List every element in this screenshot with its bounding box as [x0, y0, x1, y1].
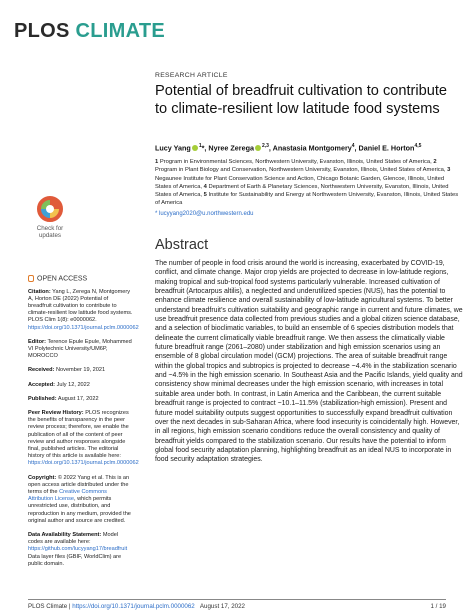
page-number: 1 / 19 — [430, 603, 446, 610]
journal-name-part2: CLIMATE — [75, 20, 166, 42]
citation-text: Yang L, Zerega N, Montgomery A, Horton DE (2022) Potential of breadfruit cultivation to contribute to climate-resilient low latitude food systems. PLOS Clim 1(8): e0000062. — [28, 288, 133, 324]
data-availability-label: Data Availability Statement: — [28, 532, 102, 539]
data-availability-text: Model codes are available here: — [28, 532, 119, 546]
check-updates-line1: Check for — [36, 225, 64, 232]
editor-block — [28, 339, 133, 361]
check-for-updates-label — [32, 225, 68, 239]
check-updates-line2: updates — [38, 232, 62, 239]
author-affil-ref: 4,5 — [414, 143, 422, 149]
received-block — [28, 367, 133, 374]
editor-label: Editor: — [28, 338, 47, 345]
journal-logo — [14, 20, 165, 43]
page-footer — [28, 603, 245, 610]
open-access-label: OPEN ACCESS — [37, 275, 88, 283]
peer-review-link[interactable]: https://doi.org/10.1371/journal.pclm.0000062 — [28, 460, 139, 467]
article-metadata-sidebar — [28, 275, 139, 575]
copyright-text: © 2022 Yang et al. This is an open access article distributed under the terms of the — [28, 474, 130, 496]
footer-divider — [28, 599, 446, 600]
published-label: Published: — [28, 395, 57, 402]
accepted-label: Accepted: — [28, 381, 56, 388]
copyright-block — [28, 475, 133, 525]
affil-text: Program in Environmental Sciences, Northwestern University, Evanston, Illinois, United States of America, — [159, 159, 432, 165]
peer-review-text: PLOS recognizes the benefits of transparency in the peer review process; therefore, we enable the publication of all of the content of peer review and author responses alongside final, published articles. The editorial history of this article is available here: — [28, 409, 129, 460]
citation-label: Citation: — [28, 288, 51, 295]
author-affil-ref: 1 — [198, 143, 202, 149]
journal-name-part1: PLOS — [14, 20, 76, 42]
affil-number: 5 — [203, 192, 207, 199]
received-label: Received: — [28, 367, 55, 374]
license-link[interactable]: Creative Commons Attribution License — [28, 489, 107, 503]
author-affil-ref: 2,3 — [261, 143, 269, 149]
author-list: Lucy Yang $^1$*, Nyree Zerega $^{2,3}$, Anastasia Montgomery$^4$, Daniel E. Horton$^{4,5}$ — [155, 143, 422, 153]
affil-number: 3 — [447, 167, 451, 174]
affil-text: Program in Plant Biology and Conservation, Northwestern University, Evanston, Illinois, United States of America, — [155, 167, 446, 174]
editor-text: Terence Epule Epule, Mohammed VI Polytechnic University/UM6P, MOROCCO — [28, 338, 132, 360]
citation-doi-link[interactable]: https://doi.org/10.1371/journal.pclm.0000062 — [28, 324, 139, 331]
affil-text: Department of Earth & Planetary Sciences, Northwestern University, Evanston, Illinois, United States of America, — [155, 183, 449, 199]
author-name[interactable]: Daniel E. Horton — [358, 143, 415, 153]
author-name[interactable]: Lucy Yang — [155, 143, 191, 153]
data-availability-block — [28, 532, 133, 568]
corresponding-mark: * — [201, 143, 205, 153]
open-lock-icon — [28, 275, 34, 282]
author-name[interactable]: Anastasia Montgomery — [272, 143, 352, 153]
open-access-badge — [28, 275, 133, 283]
footer-doi-link[interactable]: https://doi.org/10.1371/journal.pclm.0000062 — [72, 603, 195, 610]
abstract-heading: Abstract — [155, 237, 209, 253]
peer-review-block — [28, 409, 139, 468]
corresponding-email[interactable]: * lucyyang2020@u.northwestern.edu — [155, 211, 254, 217]
footer-date: August 17, 2022 — [199, 603, 245, 610]
peer-review-label: Peer Review History: — [28, 409, 84, 416]
footer-journal: PLOS Climate | — [28, 603, 71, 610]
affil-number: 2 — [433, 159, 437, 165]
affil-number: 4 — [203, 183, 207, 190]
author-name[interactable]: Nyree Zerega — [208, 143, 254, 153]
published-date: August 17, 2022 — [57, 395, 99, 402]
data-availability-text-end: Data layer files (GBIF, WorldClim) are public domain. — [28, 553, 122, 567]
accepted-block — [28, 382, 133, 389]
citation-block — [28, 288, 139, 332]
article-title: Potential of breadfruit cultivation to contribute to climate-resilient low latitude food systems — [155, 83, 448, 117]
copyright-text-end: , which permits unrestricted use, distribution, and reproduction in any medium, provided the original author and source are credited. — [28, 496, 131, 524]
abstract-text: The number of people in food crisis around the world is increasing, exacerbated by COVID-19, conflict, and climate change. Major crop yields are projected to decrease in low-latitude regions, making tropical and sub-tropical food systems particularly vulnerable. Increased cultivation of breadfruit (Artocarpus altilis), a neglected and underutilized species (NUS), has the potential to enhance climate resilience and overall sustainability of low-latitude agricultural systems. To better understand breadfruit’s cultivation suitability and geographic range in current and future climates, we use breadfruit presence data collected from previous studies and a global citizen science database, and a selection of bioclimatic variables, to build an ensemble of 6 species distribution models that delineate the current climatically viable breadfruit range. We then assess the climatically viable future breadfruit range (2061–2080) under stabilization and high emission scenarios using an ensemble of 8 global circulation model (GCM) projections. The area of suitable breadfruit range within the global tropics and subtropics is projected to decrease ~4.4% in the stabilization scenario and ~4.5% in the high emission scenario. In Southeast Asia and the Pacific Islands, yield quality and consistency show minimal decreases under the high emission scenario, with increases in total suitable area under both. In contrast, in Latin America and the Caribbean, the current suitable breadfruit range is projected to contract ~10.1–11.5% (stabilization-high emission). Present and future model suitability outputs suggest opportunities to successfully expand breadfruit cultivation over the next decades in sub-Saharan Africa, where food insecurity is coincidentally high. However, in all regions, high emission scenario conditions reduce the overall consistency and quality of breadfruit yields compared to the stabilization scenario. Our results have the potential to inform global food security adaptation planning, highlighting breadfruit as an ideal NUS to incorporate in food security adaptation strategies. — [155, 260, 463, 464]
published-block — [28, 396, 133, 403]
check-for-updates-button[interactable] — [32, 196, 68, 239]
github-link[interactable]: https://github.com/lucyyang17/breadfruit — [28, 546, 128, 553]
affiliations — [155, 158, 460, 208]
affil-number: 1 — [155, 159, 159, 165]
affil-text: Institute for Sustainability and Energy at Northwestern University, Evanston, Illinois, United States of America — [155, 192, 459, 207]
copyright-label: Copyright: — [28, 474, 57, 481]
received-date: November 19, 2021 — [56, 367, 106, 374]
check-for-updates-icon — [37, 196, 63, 222]
orcid-icon[interactable] — [255, 145, 261, 151]
article-type: RESEARCH ARTICLE — [155, 72, 228, 79]
affil-text: Negaunee Institute for Plant Conservation Science and Action, Chicago Botanic Garden, Glencoe, Illinois, United States of America, — [155, 175, 445, 190]
abstract-body — [155, 259, 463, 465]
orcid-icon[interactable] — [192, 145, 198, 151]
author-affil-ref: 4 — [351, 143, 355, 149]
accepted-date: July 12, 2022 — [56, 381, 90, 388]
